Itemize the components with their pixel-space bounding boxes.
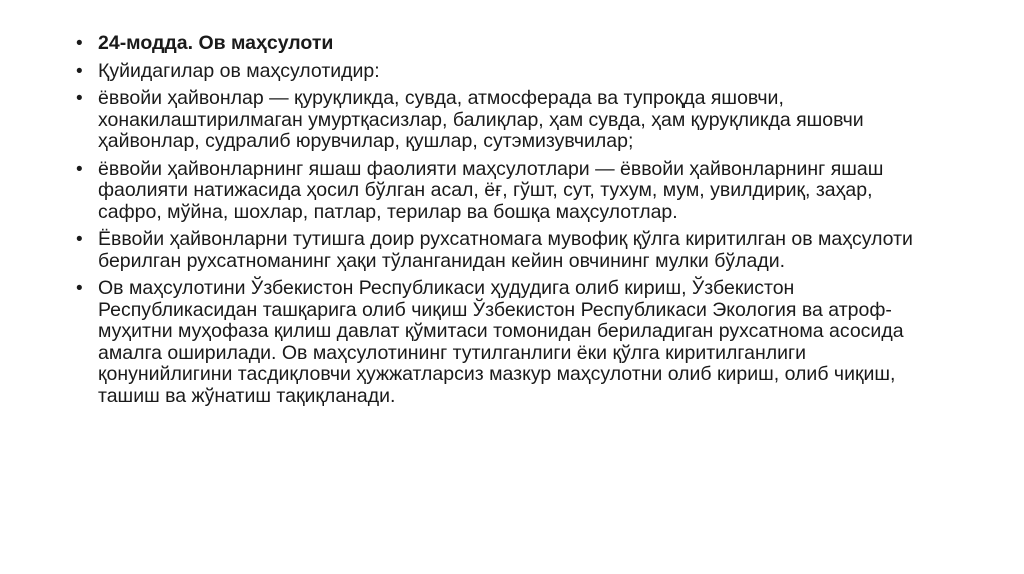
list-item-text: ёввойи ҳайвонларнинг яшаш фаолияти маҳсулотлари — ёввойи ҳайвонларнинг яшаш фаолияти натижасида ҳосил бўлган асал, ёғ, гўшт, сут, тухум, мум, увилдириқ, заҳар, сафро, мўйна, шохлар, патлар, терилар ва бошқа маҳсулотлар. <box>98 157 884 223</box>
list-item <box>76 229 936 272</box>
list-item-text: Ов маҳсулотини Ўзбекистон Республикаси ҳудудига олиб кириш, Ўзбекистон Республикасидан ташқарига олиб чиқиш Ўзбекистон Республикаси Экология ва атроф-муҳитни муҳофаза қилиш давлат қўмитаси томонидан бериладиган рухсатнома асосида амалга оширилади. Ов маҳсулотининг тутилганлиги ёки қўлга киритилганлиги қонунийлигини тасдиқловчи ҳужжатларсиз мазкур маҳсулотни олиб кириш, олиб чиқиш, ташиш ва жўнатиш тақиқланади. <box>98 277 904 407</box>
bullet-icon: • <box>76 33 83 54</box>
article-heading: 24-модда. Ов маҳсулоти <box>98 32 334 54</box>
bullet-icon: • <box>76 158 83 180</box>
list-item <box>76 159 936 224</box>
bullet-icon: • <box>76 60 83 82</box>
list-item-text: ёввойи ҳайвонлар — қуруқликда, сувда, атмосферада ва тупроқда яшовчи, хонакилаштирилмаган умуртқасизлар, балиқлар, ҳам сувда, ҳам қуруқликда яшовчи ҳайвонлар, судралиб юрувчилар, қушлар, сутэмизувчилар; <box>98 87 864 152</box>
bullet-icon: • <box>76 88 83 109</box>
list-item-text: Ёввойи ҳайвонларни тутишга доир рухсатномага мувофиқ қўлга киритилган ов маҳсулоти берилган рухсатноманинг ҳақи тўланганидан кейин овчининг мулки бўлади. <box>98 228 913 272</box>
bullet-icon: • <box>76 229 83 250</box>
bullet-icon: • <box>76 278 83 299</box>
list-item <box>76 61 936 83</box>
list-item <box>76 278 936 407</box>
list-item-text: Қуйидагилар ов маҳсулотидир: <box>98 59 380 82</box>
list-item <box>76 88 936 153</box>
bullet-list <box>76 33 936 413</box>
list-item <box>76 33 936 55</box>
